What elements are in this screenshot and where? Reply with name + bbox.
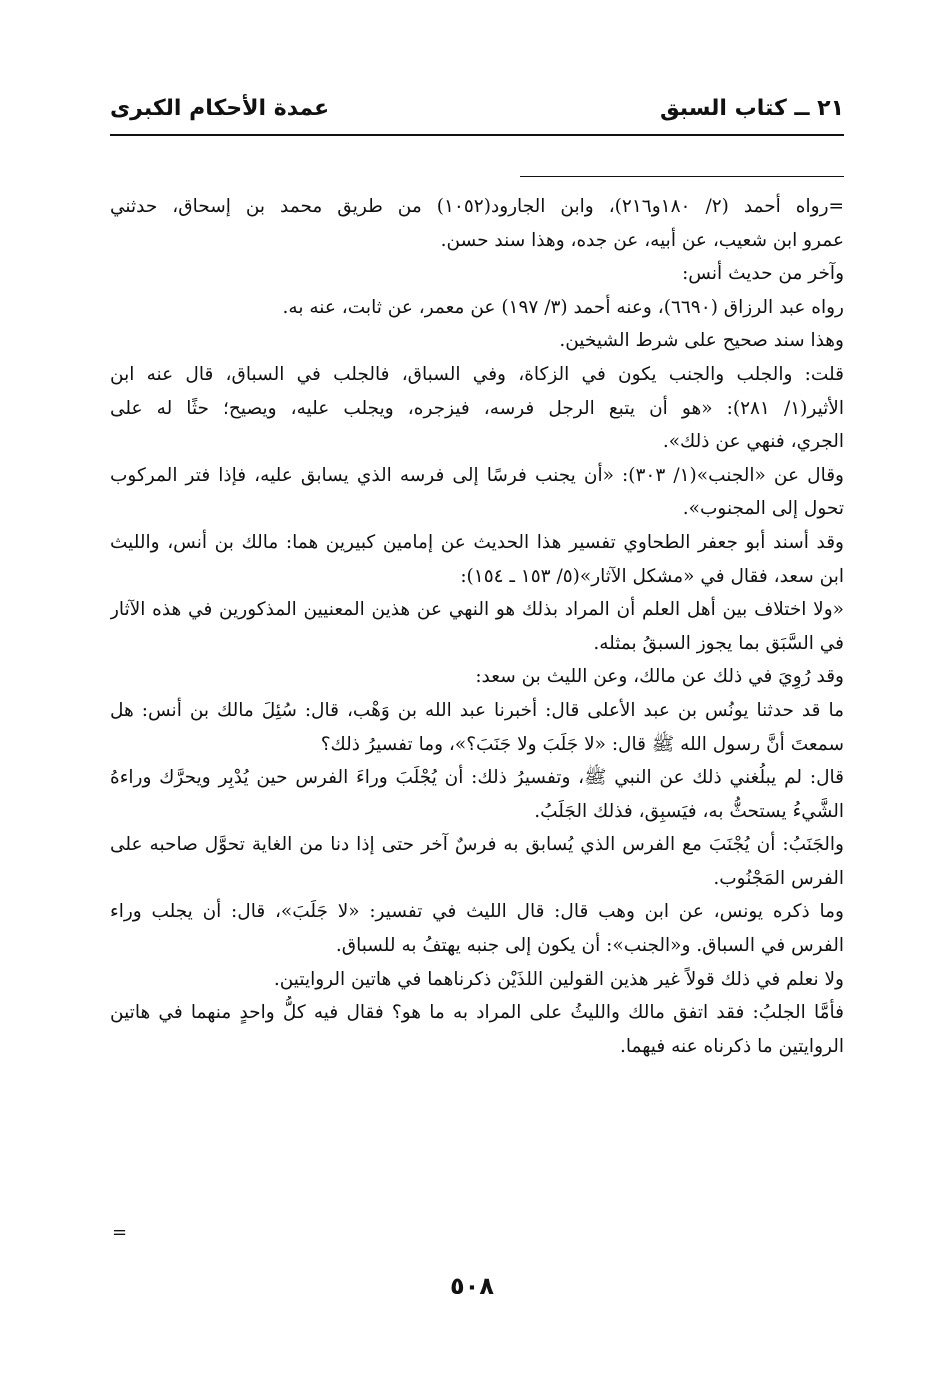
text-line: وقد رُوِيَ في ذلك عن مالك، وعن الليث بن سعد: [475, 666, 844, 688]
text-line: قلت: والجلب والجنب يكون في الزكاة، وفي السباق، فالجلب في السباق، قال عنه ابن [110, 363, 844, 385]
text-line: ما قد حدثنا يونُس بن عبد الأعلى قال: أخبرنا عبد الله بن وَهْب، قال: سُئِلَ مالك بن أنس: هل [110, 699, 844, 721]
text-line: الأثير(١/ ٢٨١): «هو أن يتبع الرجل فرسه، فيزجره، ويجلب عليه، ويصيح؛ حثًا له على [110, 397, 844, 419]
text-line: رواه عبد الرزاق (٦٦٩٠)، وعنه أحمد (٣/ ١٩٧) عن معمر، عن ثابت، عنه به. [282, 296, 844, 318]
text-line: قال: لم يبلُغني ذلك عن النبي ﷺ، وتفسيرُ ذلك: أن يُجْلَبَ وراءَ الفرس حين يُدْبِر ويحرَّك وراءهُ [110, 767, 844, 789]
text-line: ولا نعلم في ذلك قولاً غير هذين القولين اللذَيْن ذكرناهما في هاتين الروايتين. [273, 968, 844, 990]
book-title: عمدة الأحكام الكبرى [110, 96, 330, 121]
text-line: «ولا اختلاف بين أهل العلم أن المراد بذلك هو النهي عن هذين المعنيين المذكورين في هذه الآثار [110, 599, 844, 621]
text-line: الروايتين ما ذكرناه عنه فيهما. [620, 1035, 844, 1057]
chapter-title: ٢١ ــ كتاب السبق [659, 96, 844, 121]
text-line: الشَّيءُ يستحثُّ به، فيَسبِق، فذلك الجَلَبُ. [534, 800, 844, 822]
text-line: والجَنَبُ: أن يُجْنَبَ مع الفرس الذي يُسابق به فرسٌ آخر حتى إذا دنا من الغاية تحوَّل صاحبه على [110, 834, 844, 856]
text-line: الفرس في السباق. و«الجنب»: أن يكون إلى جنبه يهتفُ به للسباق. [335, 935, 844, 957]
text-line: الجري، فنهي عن ذلك». [662, 431, 844, 453]
text-line: وقال عن «الجنب»(١/ ٣٠٣): «أن يجنب فرسًا إلى فرسه الذي يسابق عليه، فإذا فتر المركوب [110, 464, 844, 486]
text-line: وهذا سند صحيح على شرط الشيخين. [559, 330, 844, 352]
text-line: سمعتَ أنَّ رسول الله ﷺ قال: «لا جَلَبَ ولا جَنَبَ؟»، وما تفسيرُ ذلك؟ [320, 733, 844, 755]
footnote-body [110, 190, 844, 1063]
text-line: =رواه أحمد (٢/ ١٨٠و٢١٦)، وابن الجارود(١٠٥٢) من طريق محمد بن إسحاق، حدثني [110, 196, 844, 217]
text-line: وما ذكره يونس، عن ابن وهب قال: قال الليث في تفسير: «لا جَلَبَ»، قال: أن يجلب وراء [110, 901, 844, 923]
text-line: فأمَّا الجلبُ: فقد اتفق مالك والليثُ على المراد به ما هو؟ فقال فيه كلُّ واحدٍ منهما في هاتين [110, 1002, 844, 1024]
page-number: ٥٠٨ [450, 1272, 494, 1300]
text-line: وآخر من حديث أنس: [682, 263, 844, 285]
text-line: عمرو ابن شعيب، عن أبيه، عن جده، وهذا سند حسن. [440, 229, 844, 251]
header-rule [110, 134, 844, 136]
running-header [110, 96, 844, 130]
text-line: تحول إلى المجنوب». [682, 498, 844, 520]
text-line: في السَّبَق بما يجوز السبقُ بمثله. [593, 632, 844, 654]
continuation-mark: = [112, 1222, 128, 1243]
text-line: ابن سعد، فقال في «مشكل الآثار»(٥/ ١٥٣ ـ ١٥٤): [460, 565, 844, 587]
text-line: وقد أسند أبو جعفر الطحاوي تفسير هذا الحديث عن إمامين كبيرين هما: مالك بن أنس، والليث [110, 531, 844, 553]
text-line: الفرس المَجْنُوب. [713, 867, 844, 889]
footnote-separator [520, 176, 844, 177]
